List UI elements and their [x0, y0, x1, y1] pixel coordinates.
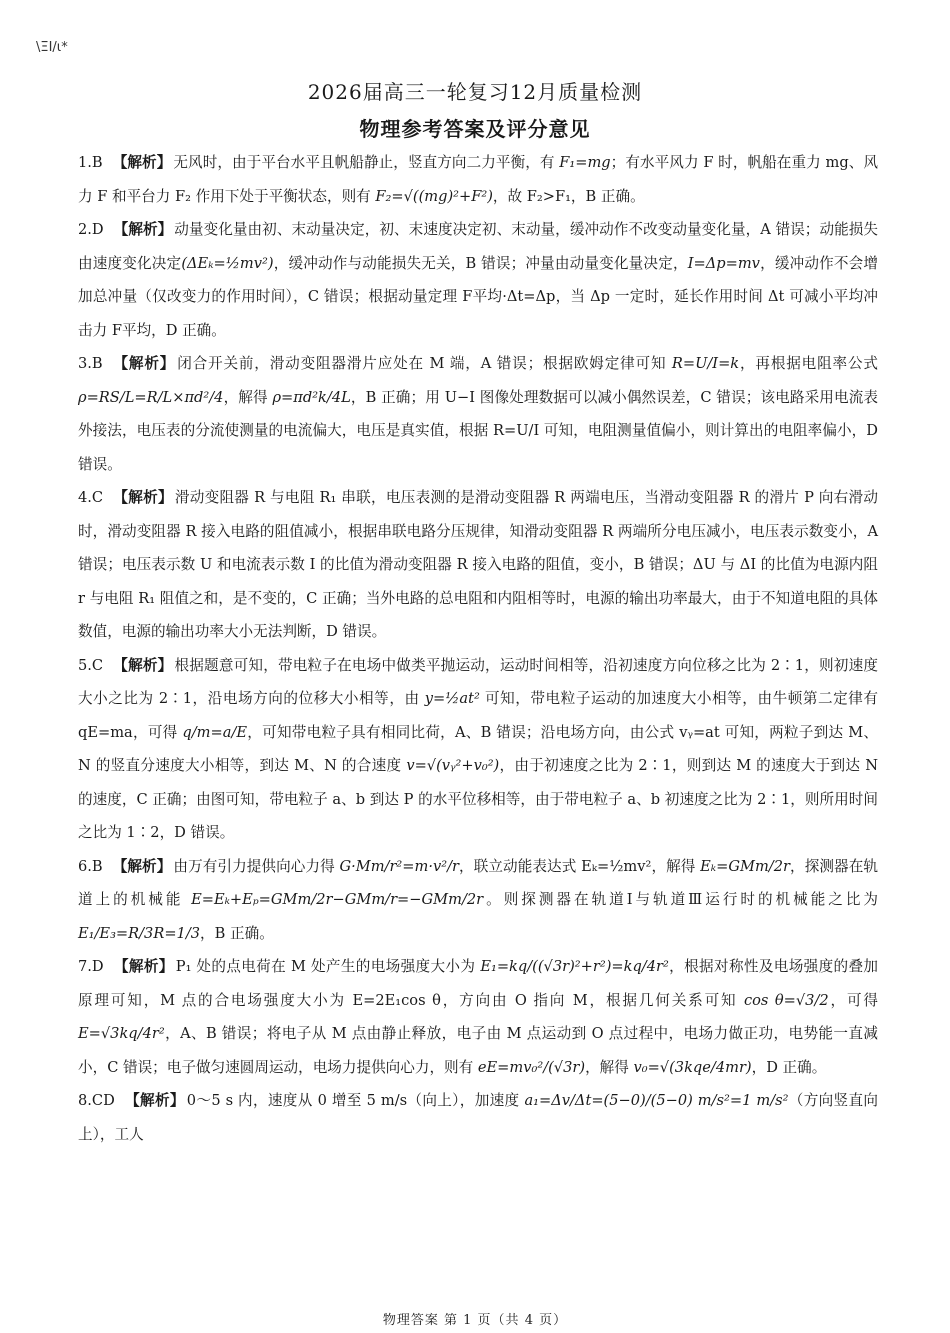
answer-item-3 — [78, 347, 878, 481]
formula: v₀=√(3kqe/4mr) — [633, 1058, 752, 1076]
answer-text: ，根据对称性及电场强度的叠加原理可知，M 点的合电场强度大小为 E=2E₁cos θ，方向由 O 指向 M，根据几何关系可知 — [78, 958, 878, 1009]
formula: v=√(vᵧ²+v₀²) — [406, 757, 500, 774]
answer-text: ，D 正确。 — [751, 1058, 827, 1076]
answer-text: 闭合开关前，滑动变阻器滑片应处在 M 端，A 错误；根据欧姆定律可知 — [177, 355, 672, 372]
answer-text: ，B 正确。 — [200, 924, 274, 942]
analysis-tag: 【解析】 — [112, 355, 176, 372]
formula: q/m=a/E — [182, 723, 248, 741]
answer-text: ，联立动能表达式 Eₖ=½mv²，解得 — [458, 857, 701, 875]
formula: eE=mv₀²/(√3r) — [477, 1058, 586, 1076]
analysis-tag: 【解析】 — [113, 958, 174, 975]
page-footer: 物理答案 第 1 页（共 4 页） — [382, 1313, 568, 1328]
formula: (ΔEₖ=½mv²) — [181, 254, 274, 272]
answer-text: ，缓冲动作与动能损失无关，B 错误；冲量由动量变化量决定， — [273, 254, 688, 272]
answer-text: ，探测器在轨道上的机械能 — [78, 857, 878, 908]
answer-text: ，可得 — [828, 991, 878, 1009]
answer-text: 无风时，由于平台水平且帆船静止，竖直方向二力平衡，有 — [173, 154, 560, 171]
answer-number: 2.D — [78, 221, 104, 238]
answer-number: 1.B — [78, 154, 103, 171]
answer-text: 动量变化量由初、末动量决定，初、末速度决定初、末动量，缓冲动作不改变动量变化量，A 错误；动能损失由速度变化决定 — [78, 221, 878, 272]
answer-item-6 — [78, 850, 878, 951]
answer-number: 4.C — [78, 489, 104, 506]
answer-text: ，缓冲动作不会增加总冲量（仅改变力的作用时间），C 错误；根据动量定理 F平均·Δt=Δp，当 Δp 一定时，延长作用时间 Δt 可减小平均冲击力 F平均，D 正确。 — [78, 254, 878, 339]
formula: E=√3kq/4r² — [78, 1025, 165, 1042]
answer-text: ，B 正确；用 U−I 图像处理数据可以减小偶然误差，C 错误；该电路采用电流表外接法，电压表的分流使测量的电流偏大，电压是真实值，根据 R=U/I 可知，电阻测量值偏小，则计算出的电阻率偏小，D 错误。 — [78, 388, 879, 473]
answer-text: 由万有引力提供向心力得 — [173, 857, 340, 875]
answer-text: ；有水平风力 F 时，帆船在重力 mg、风力 F 和平台力 F₂ 作用下处于平衡状态，则有 — [78, 154, 878, 205]
formula: ρ=RS/L=R/L×πd²/4 — [78, 388, 224, 406]
answer-item-7 — [78, 950, 878, 1084]
answer-item-5 — [78, 649, 878, 850]
formula: a₁=Δv/Δt=(5−0)/(5−0) m/s²=1 m/s² — [524, 1092, 789, 1109]
formula: Eₖ=GMm/2r — [700, 857, 790, 875]
answer-text: ，再根据电阻率公式 — [739, 355, 878, 372]
formula: E=Eₖ+Eₚ=GMm/2r−GMm/r=−GMm/2r — [191, 891, 484, 908]
analysis-tag: 【解析】 — [113, 656, 173, 674]
answer-item-2 — [78, 213, 878, 347]
answer-text: P₁ 处的点电荷在 M 处产生的电场强度大小为 — [175, 958, 481, 975]
formula: I=Δp=mv — [687, 254, 760, 272]
analysis-tag: 【解析】 — [113, 221, 173, 238]
answer-number: 3.B — [78, 355, 103, 372]
answer-text: ，A、B 错误；将电子从 M 点由静止释放，电子由 M 点运动到 O 点过程中，电场力做正功，电势能一直减小，C 错误；电子做匀速圆周运动，电场力提供向心力，则有 — [78, 1025, 878, 1076]
analysis-tag: 【解析】 — [112, 154, 172, 171]
answer-text: ，解得 — [585, 1058, 634, 1076]
answer-text: 可知，带电粒子运动的加速度大小相等，由牛顿第二定律有 qE=ma，可得 — [78, 690, 878, 741]
answer-text: 0～5 s 内，速度从 0 增至 5 m/s（向上），加速度 — [186, 1092, 525, 1109]
answer-number: 6.B — [78, 857, 103, 875]
answer-text: 。则探测器在轨道Ⅰ与轨道Ⅲ运行时的机械能之比为 — [483, 891, 879, 908]
formula: E₁/E₃=R/3R=1/3 — [78, 924, 201, 942]
answer-item-4 — [78, 481, 878, 649]
formula: R=U/I=k — [671, 355, 740, 372]
answer-item-1 — [78, 146, 878, 213]
page-subtitle: 物理参考答案及评分意见 — [359, 117, 591, 141]
corner-mark: \ΞΙ/ι* — [36, 40, 68, 55]
answer-number: 5.C — [78, 656, 104, 674]
analysis-tag: 【解析】 — [113, 489, 173, 506]
answer-number: 7.D — [78, 958, 104, 975]
answer-text: ，解得 — [223, 388, 273, 406]
answer-item-8 — [78, 1084, 878, 1151]
formula: G·Mm/r²=m·v²/r — [339, 857, 459, 875]
formula: F₁=mg — [559, 154, 611, 171]
page-title: 2026届高三一轮复习12月质量检测 — [307, 80, 643, 104]
formula: ρ=πd²k/4L — [272, 388, 351, 406]
answer-text: ，由于初速度之比为 2∶1，则到达 M 的速度大于到达 N 的速度，C 正确；由图可知，带电粒子 a、b 到达 P 的水平位移相等，由于带电粒子 a、b 初速度之比为 2∶1，则所用时间之比为 1∶2，D 错误。 — [78, 757, 879, 841]
answer-text: ，故 F₂>F₁，B 正确。 — [492, 187, 645, 205]
answer-text: ，可知带电粒子具有相同比荷，A、B 错误；沿电场方向，由公式 vᵧ=at 可知，两粒子到达 M、N 的竖直分速度大小相等，到达 M、N 的合速度 — [78, 723, 878, 774]
answer-number: 8.CD — [78, 1092, 115, 1109]
analysis-tag: 【解析】 — [112, 857, 172, 875]
answer-text: （方向竖直向上），工人 — [78, 1092, 878, 1143]
answer-text: 滑动变阻器 R 与电阻 R₁ 串联，电压表测的是滑动变阻器 R 两端电压，当滑动变阻器 R 的滑片 P 向右滑动时，滑动变阻器 R 接入电路的阻值减小，根据串联电路分压规律，知滑动变阻器 R 两端所分电压减小，电压表示数变小，A 错误；电压表示数 U 和电流表示数 I 的比值为滑动变阻器 R 接入电路的阻值，变小，B 错误；ΔU 与 ΔI 的比值为电源内阻 r 与电阻 R₁ 阻值之和，是不变的，C 正确；当外电路的总电阻和内阻相等时，电源的输出功率最大，由于不知道电阻的具体数值，电源的输出功率大小无法判断，D 错误。 — [78, 489, 878, 640]
answer-list — [78, 146, 878, 1151]
analysis-tag: 【解析】 — [124, 1092, 185, 1109]
formula: cos θ=√3/2 — [743, 991, 829, 1009]
formula: y=½at² — [424, 690, 480, 707]
answer-text: 根据题意可知，带电粒子在电场中做类平抛运动，运动时间相等，沿初速度方向位移之比为 2∶1，则初速度大小之比为 2∶1，沿电场方向的位移大小相等，由 — [78, 656, 878, 707]
formula: E₁=kq/((√3r)²+r²)=kq/4r² — [480, 958, 669, 975]
formula: F₂=√((mg)²+F²) — [375, 187, 493, 205]
